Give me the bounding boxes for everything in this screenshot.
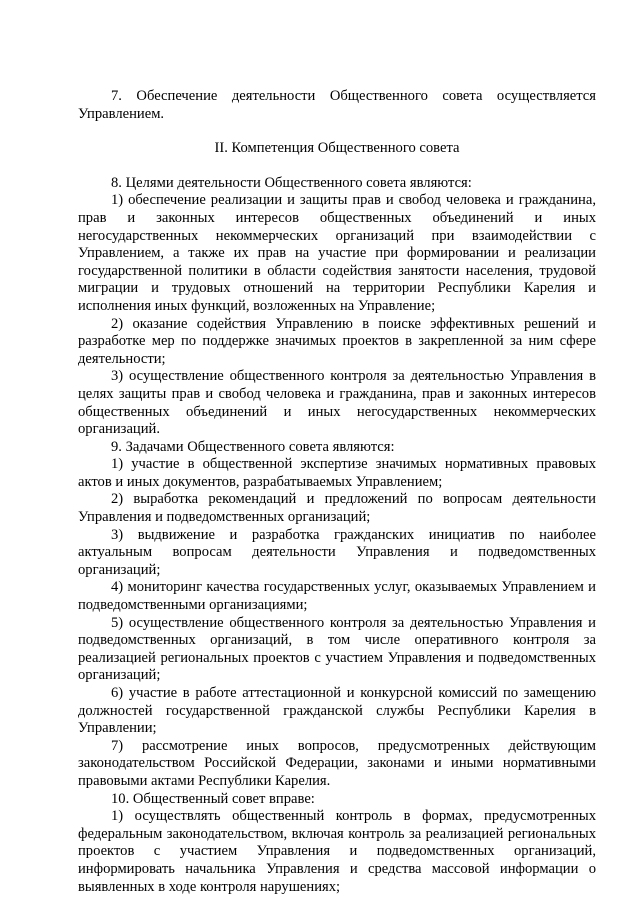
paragraph-8: 8. Целями деятельности Общественного совета являются: — [111, 174, 472, 191]
paragraph-8-item-1: 1) обеспечение реализации и защиты прав и свобод человека и гражданина, прав и законных интересов общественных объединений и иных негосударственных некоммерческих организаций при взаимодействии с Управлением, а также их прав на участие при формировании и реализации государственной политики в области содействия занятости населения, трудовой миграции и трудовых отношений на территории Республики Карелия и исполнения иных функций, возложенных на Управление; — [78, 192, 596, 314]
paragraph-9-item-2: 2) выработка рекомендаций и предложений по вопросам деятельности Управления и подведомственных организаций; — [78, 491, 596, 526]
paragraph-8-item-3: 3) осуществление общественного контроля за деятельностью Управления в целях защиты прав и свобод человека и гражданина, прав и законных интересов общественных объединений и иных негосударственных некоммерческих организаций. — [78, 368, 596, 438]
paragraph-8-item-2: 2) оказание содействия Управлению в поиске эффективных решений и разработке мер по поддержке значимых проектов в закрепленной за ним сфере деятельности; — [78, 315, 596, 367]
paragraph-10-item-1: 1) осуществлять общественный контроль в формах, предусмотренных федеральным законодательством, включая контроль за реализацией региональных проектов с участием Управления и подведомственных организаций, информировать начальника Управления и средства массовой информации о выявленных в ходе контроля нарушениях; — [78, 808, 596, 895]
paragraph-9: 9. Задачами Общественного совета являются: — [111, 438, 395, 455]
paragraph-10: 10. Общественный совет вправе: — [111, 790, 315, 807]
paragraph-9-item-5: 5) осуществление общественного контроля за деятельностью Управления и подведомственных организаций, в том числе оперативного контроля за реализацией региональных проектов с участием Управления и подведомственных организаций; — [78, 614, 596, 684]
paragraph-7: 7. Обеспечение деятельности Общественного совета осуществляется Управлением. — [78, 88, 596, 122]
spacer — [78, 158, 596, 175]
paragraph-9-item-6: 6) участие в работе аттестационной и конкурсной комиссий по замещению должностей государственной гражданской службы Республики Карелия в Управлении; — [78, 685, 596, 737]
section-heading: II. Компетенция Общественного совета — [214, 140, 460, 157]
paragraph-9-item-7: 7) рассмотрение иных вопросов, предусмотренных действующим законодательством Российской Федерации, законами и иными нормативными правовыми актами Республики Карелия. — [78, 737, 596, 789]
paragraph-9-item-3: 3) выдвижение и разработка гражданских инициатив по наиболее актуальным вопросам деятельности Управления и подведомственных организаций; — [78, 526, 596, 578]
paragraph-9-item-1: 1) участие в общественной экспертизе значимых нормативных правовых актов и иных документов, разрабатываемых Управлением; — [78, 456, 596, 490]
spacer — [78, 123, 596, 140]
document-body — [78, 88, 596, 896]
paragraph-9-item-4: 4) мониторинг качества государственных услуг, оказываемых Управлением и подведомственными организациями; — [78, 579, 596, 614]
